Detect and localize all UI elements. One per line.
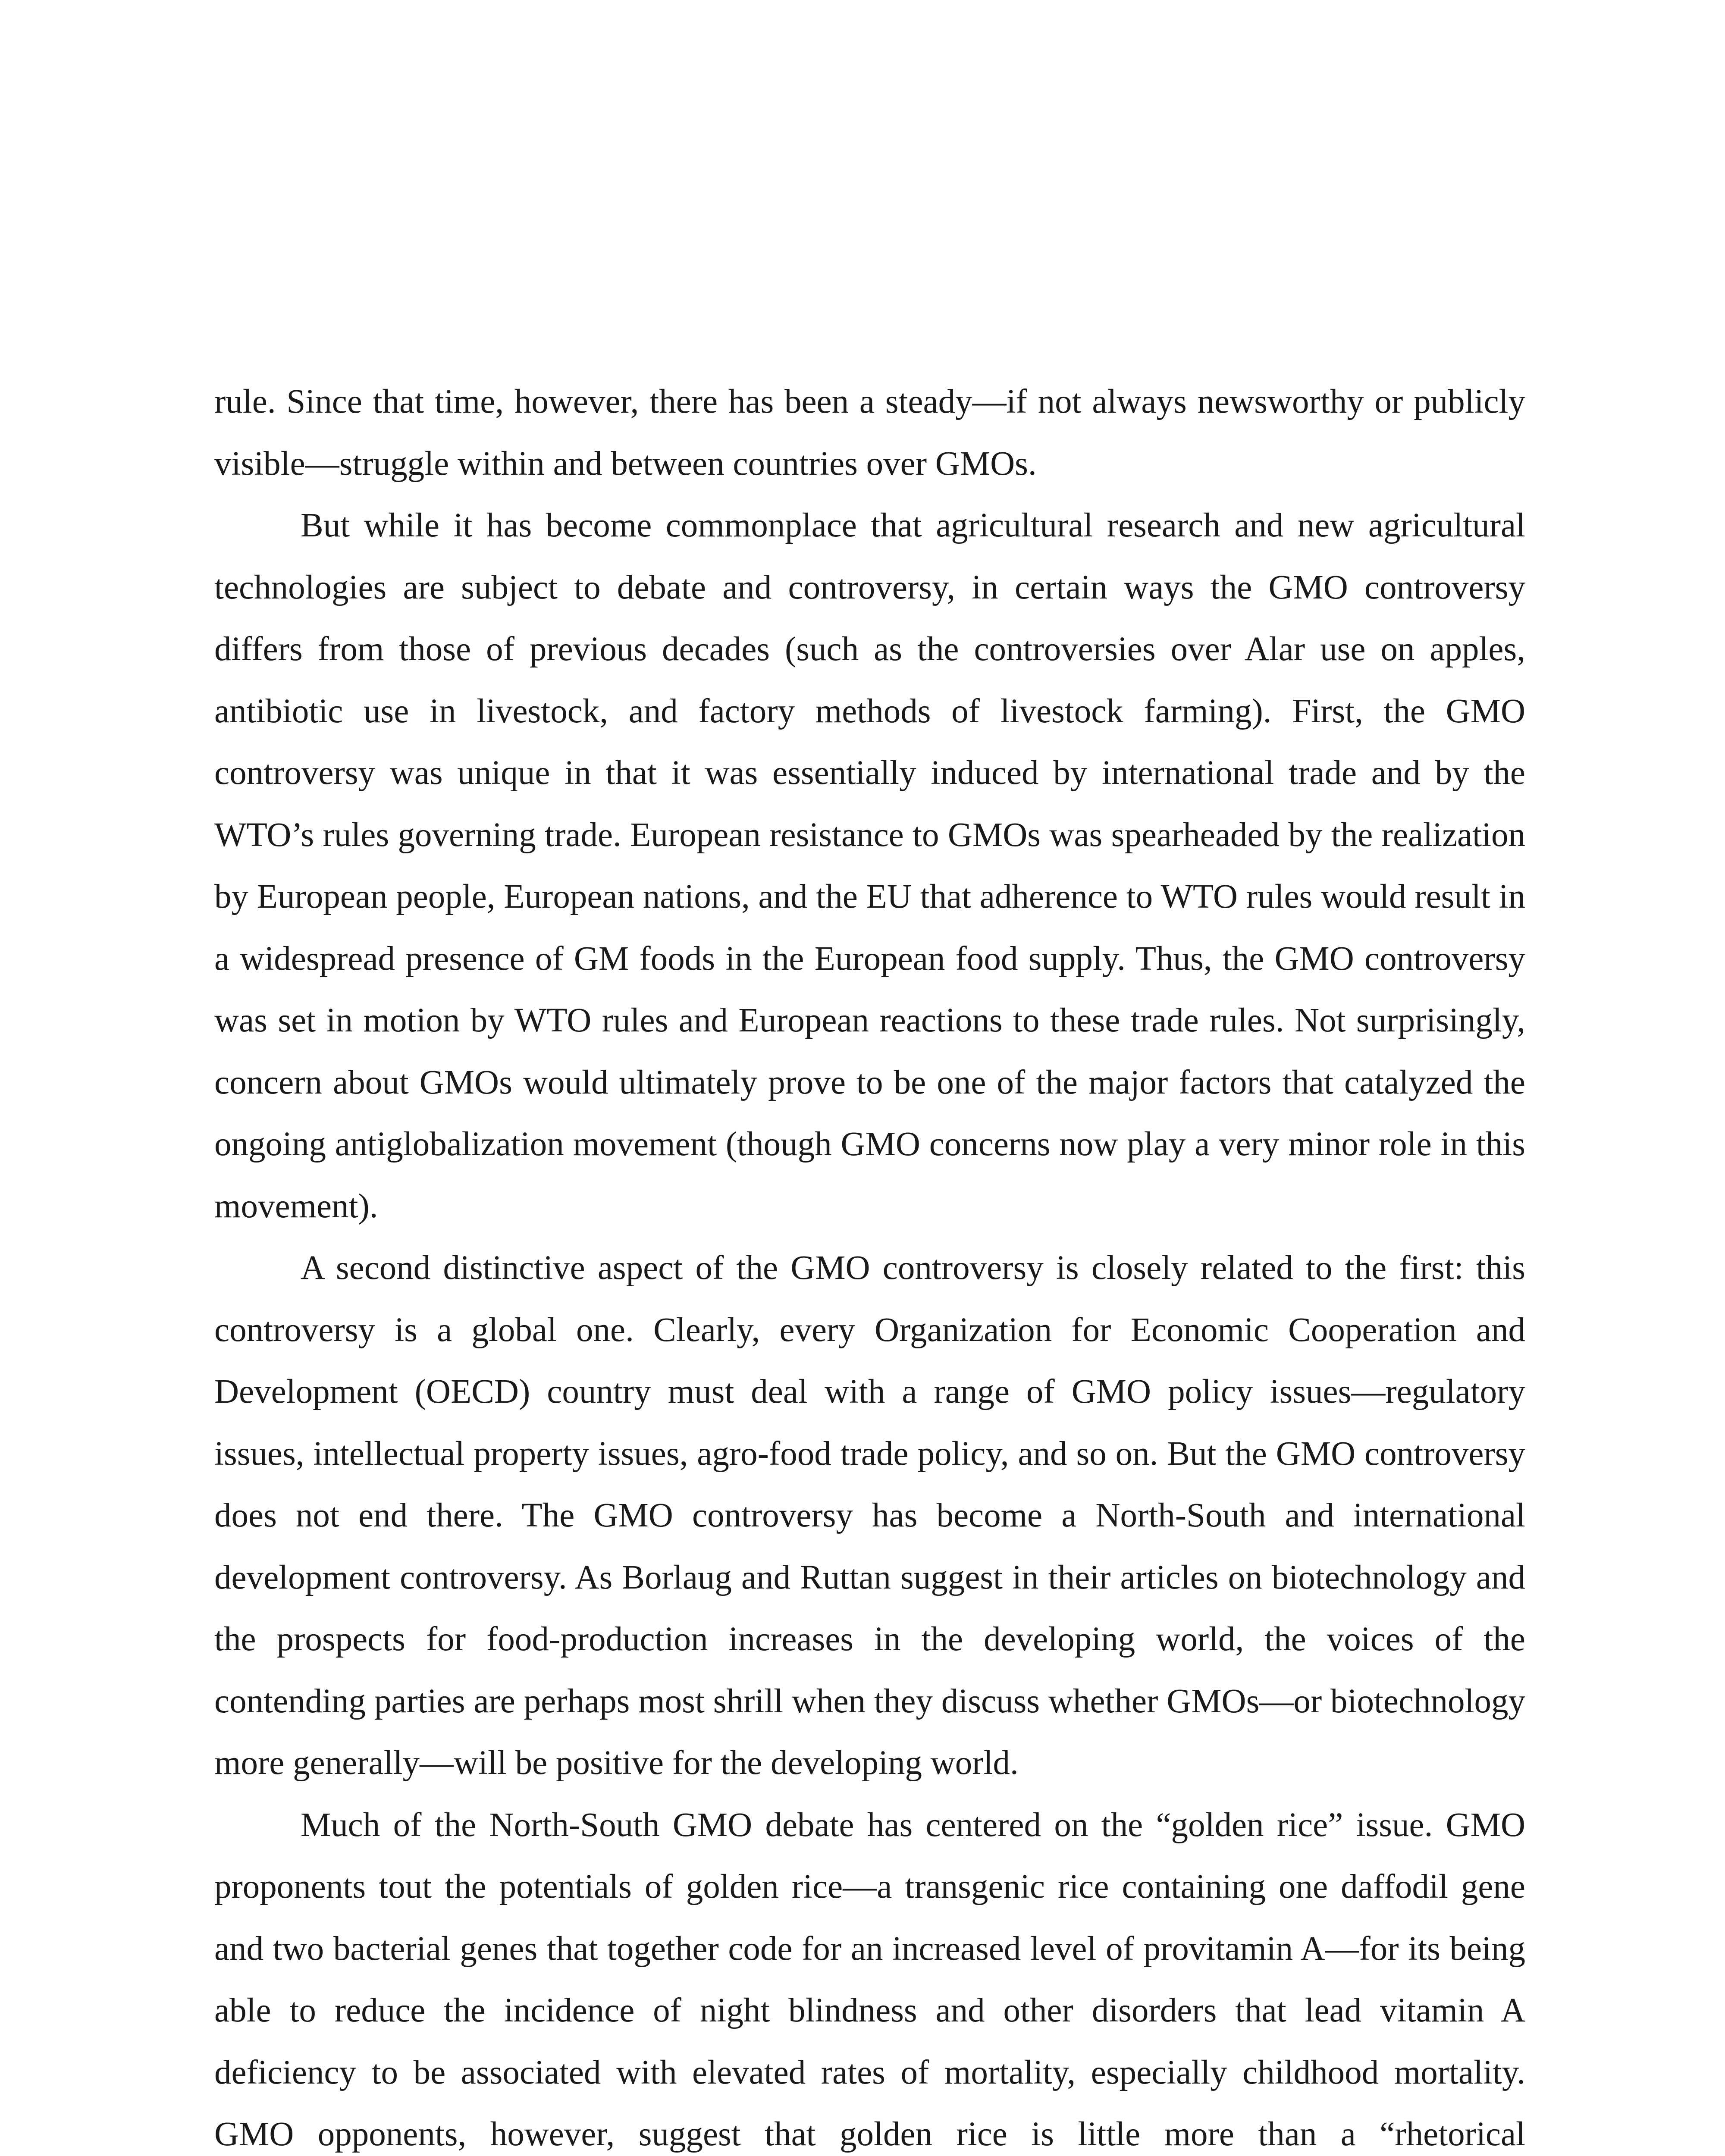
paragraph-1: rule. Since that time, however, there has been a steady—if not always newsworthy or publicly visible—struggle within and between countries over GMOs.: [214, 383, 1525, 483]
body-text: [214, 371, 1525, 2156]
paragraph-4-text: Much of the North-South GMO debate has centered on the “golden rice” issue. GMO proponents tout the potentials of golden rice—a transgenic rice containing one daffodil gene and two bacterial genes that together code for an increased level of provitamin A—for its being able to reduce the incidence of night blindness and other disorders that lead vitamin A deficiency to be associated with elevated rates of mortality, especially childhood mortality. GMO opponents, however, suggest that golden rice is little more than a “rhetorical: [214, 1806, 1525, 2153]
paragraph-2: But while it has become commonplace that agricultural research and new agricultural technologies are subject to debate and controversy, in certain ways the GMO controversy differs from those of previous decades (such as the controversies over Alar use on apples, antibiotic use in livestock, and factory methods of livestock farming). First, the GMO controversy was unique in that it was essentially induced by international trade and by the WTO’s rules governing trade. European resistance to GMOs was spearheaded by the realization by European people, European nations, and the EU that adherence to WTO rules would result in a widespread presence of GM foods in the European food supply. Thus, the GMO controversy was set in motion by WTO rules and European reactions to these trade rules. Not surprisingly, concern about GMOs would ultimately prove to be one of the major factors that catalyzed the ongoing antiglobalization movement (though GMO concerns now play a very minor role in this movement).: [214, 507, 1525, 1225]
paragraph-4: [214, 1794, 1525, 2156]
paragraph-3: A second distinctive aspect of the GMO controversy is closely related to the first: this controversy is a global one. Clearly, every Organization for Economic Cooperation and Development (OECD) country must deal with a range of GMO policy issues—regulatory issues, intellectual property issues, agro-food trade policy, and so on. But the GMO controversy does not end there. The GMO controversy has become a North-South and international development controversy. As Borlaug and Ruttan suggest in their articles on biotechnology and the prospects for food-production increases in the developing world, the voices of the contending parties are perhaps most shrill when they discuss whether GMOs—or biotechnology more generally—will be positive for the developing world.: [214, 1249, 1525, 1782]
